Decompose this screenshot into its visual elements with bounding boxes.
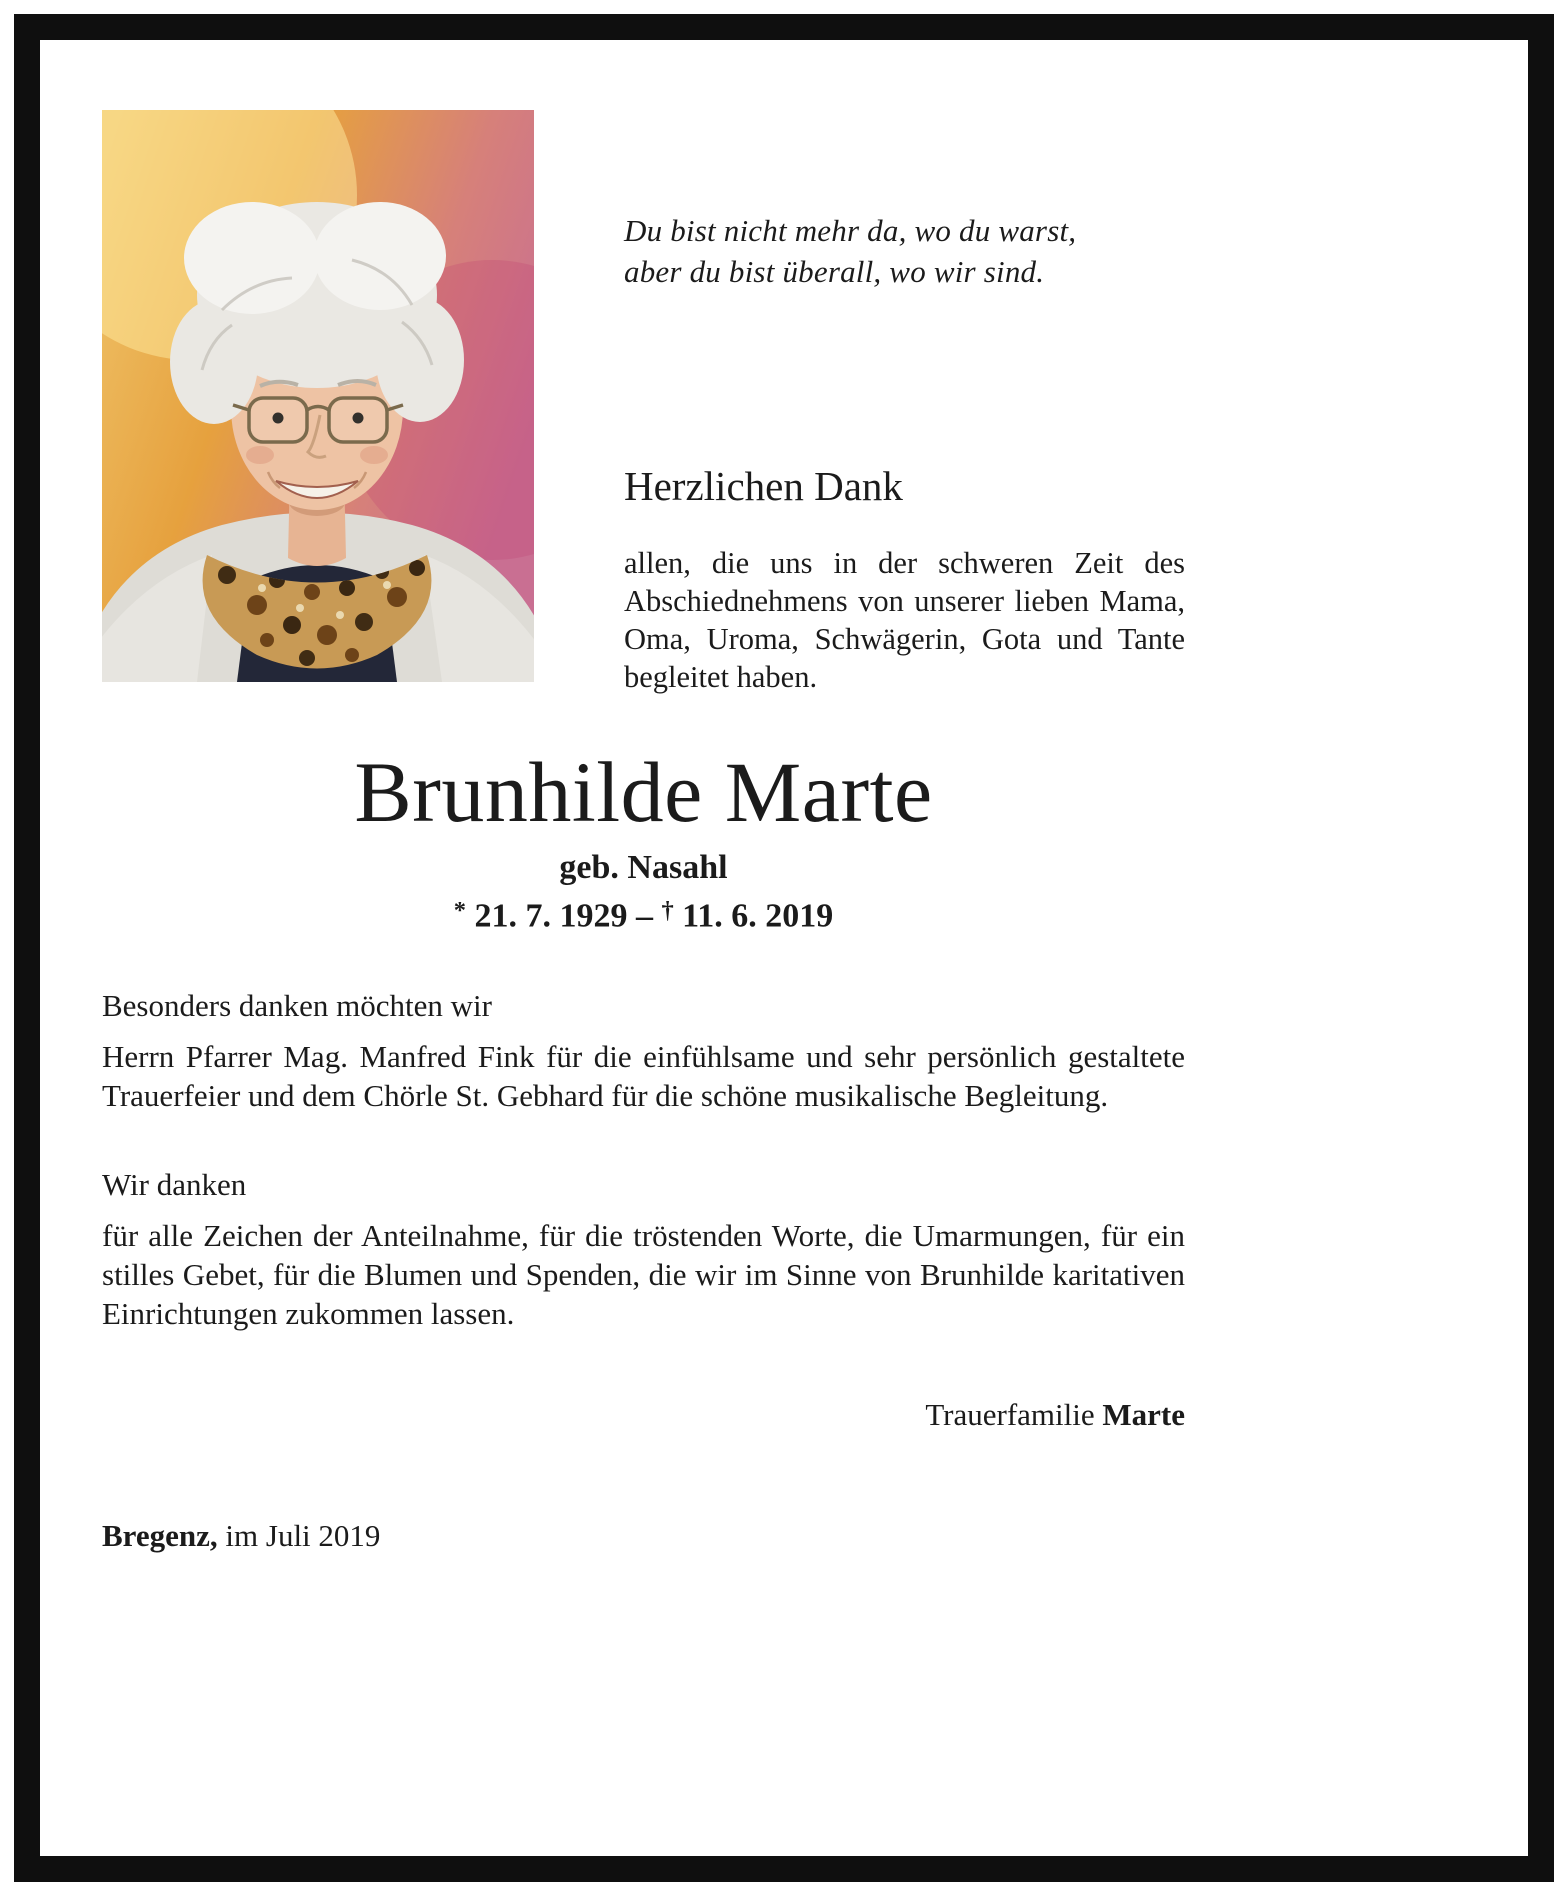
special-thanks-lead: Besonders danken möchten wir <box>102 988 492 1024</box>
portrait-photo <box>102 110 534 682</box>
top-section <box>102 110 1185 696</box>
family-signature <box>102 1395 1185 1434</box>
deceased-name: Brunhilde Marte <box>354 744 933 840</box>
thanks-paragraph: allen, die uns in der schweren Zeit des Abschiednehmens von unserer lieben Mama, Oma, Uroma, Schwägerin, Gota und Tante begleitet haben. <box>624 546 1185 694</box>
general-thanks-paragraph: für alle Zeichen der Anteilnahme, für die tröstenden Worte, die Umarmungen, für ein stilles Gebet, für die Blumen und Spenden, die wir im Sinne von Brunhilde karitativen Einrichtungen zukommen lassen. <box>102 1218 1185 1332</box>
date-text: im Juli 2019 <box>225 1518 381 1554</box>
place-name: Bregenz, <box>102 1518 218 1554</box>
maiden-name: geb. Nasahl <box>559 848 728 886</box>
signature-prefix: Trauerfamilie <box>925 1397 1095 1433</box>
birth-symbol: * <box>453 896 466 924</box>
death-date: 11. 6. 2019 <box>682 897 834 935</box>
memorial-quote-line-1: Du bist nicht mehr da, wo du warst, <box>624 213 1077 248</box>
dates-separator: – <box>635 897 653 935</box>
life-dates <box>102 891 1185 936</box>
obituary-content <box>40 40 1528 1856</box>
right-column <box>624 110 1185 696</box>
birth-date: 21. 7. 1929 <box>474 897 628 935</box>
portrait-illustration <box>102 110 534 682</box>
death-symbol: † <box>661 896 674 924</box>
border-frame <box>14 14 1554 1882</box>
memorial-quote-line-2: aber du bist überall, wo wir sind. <box>624 254 1045 289</box>
special-thanks-paragraph: Herrn Pfarrer Mag. Manfred Fink für die einfühlsame und sehr persönlich gestaltete Trauerfeier und dem Chörle St. Gebhard für die schöne musikalische Begleitung. <box>102 1039 1185 1114</box>
general-thanks-lead: Wir danken <box>102 1167 247 1203</box>
place-date-line <box>102 1516 1185 1555</box>
memorial-quote <box>624 210 1185 292</box>
thanks-heading: Herzlichen Dank <box>624 463 903 509</box>
signature-family-name: Marte <box>1102 1397 1185 1433</box>
